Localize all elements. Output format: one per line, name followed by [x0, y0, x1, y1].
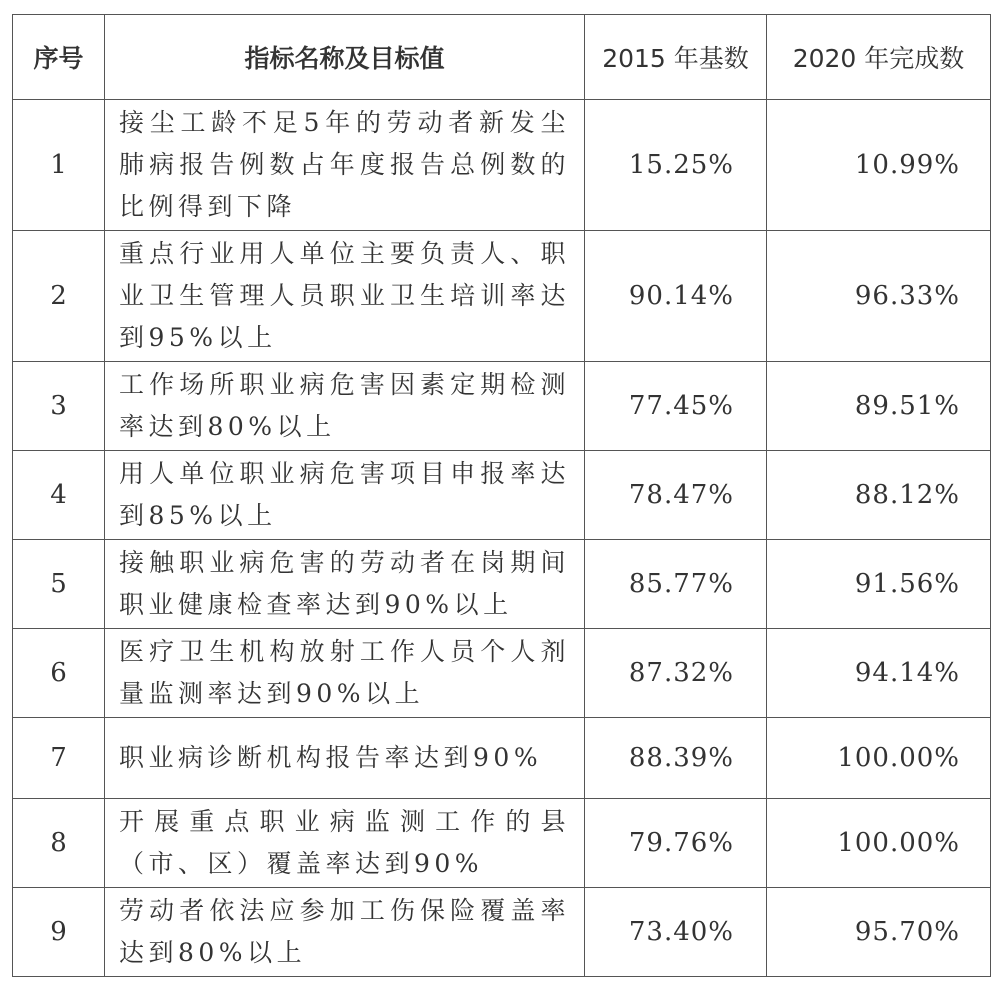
- row-index: 9: [13, 888, 105, 977]
- row-index: 8: [13, 799, 105, 888]
- table-row: [13, 888, 991, 977]
- row-base-2015: 73.40%: [585, 888, 767, 977]
- row-done-2020: 96.33%: [767, 231, 991, 362]
- row-base-2015: 78.47%: [585, 451, 767, 540]
- row-base-2015: 79.76%: [585, 799, 767, 888]
- row-indicator: 接尘工龄不足5年的劳动者新发尘肺病报告例数占年度报告总例数的比例得到下降: [105, 100, 585, 231]
- row-indicator: 用人单位职业病危害项目申报率达到85%以上: [105, 451, 585, 540]
- row-indicator: 重点行业用人单位主要负责人、职业卫生管理人员职业卫生培训率达到95%以上: [105, 231, 585, 362]
- table-row: [13, 540, 991, 629]
- row-indicator: 接触职业病危害的劳动者在岗期间职业健康检查率达到90%以上: [105, 540, 585, 629]
- row-base-2015: 77.45%: [585, 362, 767, 451]
- table-row: [13, 100, 991, 231]
- table-row: [13, 451, 991, 540]
- indicator-table: [12, 14, 991, 977]
- row-done-2020: 91.56%: [767, 540, 991, 629]
- row-indicator: 劳动者依法应参加工伤保险覆盖率达到80%以上: [105, 888, 585, 977]
- row-done-2020: 100.00%: [767, 799, 991, 888]
- row-index: 7: [13, 718, 105, 799]
- row-base-2015: 88.39%: [585, 718, 767, 799]
- row-indicator: 职业病诊断机构报告率达到90%: [105, 718, 585, 799]
- row-base-2015: 87.32%: [585, 629, 767, 718]
- header-row: [13, 15, 991, 100]
- row-done-2020: 10.99%: [767, 100, 991, 231]
- row-index: 4: [13, 451, 105, 540]
- header-done-2020: 2020 年完成数: [767, 15, 991, 100]
- row-indicator: 开展重点职业病监测工作的县（市、区）覆盖率达到90%: [105, 799, 585, 888]
- table-row: [13, 718, 991, 799]
- header-indicator: 指标名称及目标值: [105, 15, 585, 100]
- row-base-2015: 15.25%: [585, 100, 767, 231]
- row-index: 2: [13, 231, 105, 362]
- row-index: 5: [13, 540, 105, 629]
- header-base-2015: 2015 年基数: [585, 15, 767, 100]
- row-indicator: 医疗卫生机构放射工作人员个人剂量监测率达到90%以上: [105, 629, 585, 718]
- row-done-2020: 95.70%: [767, 888, 991, 977]
- row-done-2020: 89.51%: [767, 362, 991, 451]
- row-done-2020: 100.00%: [767, 718, 991, 799]
- table-row: [13, 362, 991, 451]
- row-index: 1: [13, 100, 105, 231]
- row-base-2015: 90.14%: [585, 231, 767, 362]
- row-done-2020: 88.12%: [767, 451, 991, 540]
- row-done-2020: 94.14%: [767, 629, 991, 718]
- row-index: 3: [13, 362, 105, 451]
- row-base-2015: 85.77%: [585, 540, 767, 629]
- header-index: 序号: [13, 15, 105, 100]
- row-indicator: 工作场所职业病危害因素定期检测率达到80%以上: [105, 362, 585, 451]
- table-row: [13, 799, 991, 888]
- row-index: 6: [13, 629, 105, 718]
- table-row: [13, 231, 991, 362]
- table-row: [13, 629, 991, 718]
